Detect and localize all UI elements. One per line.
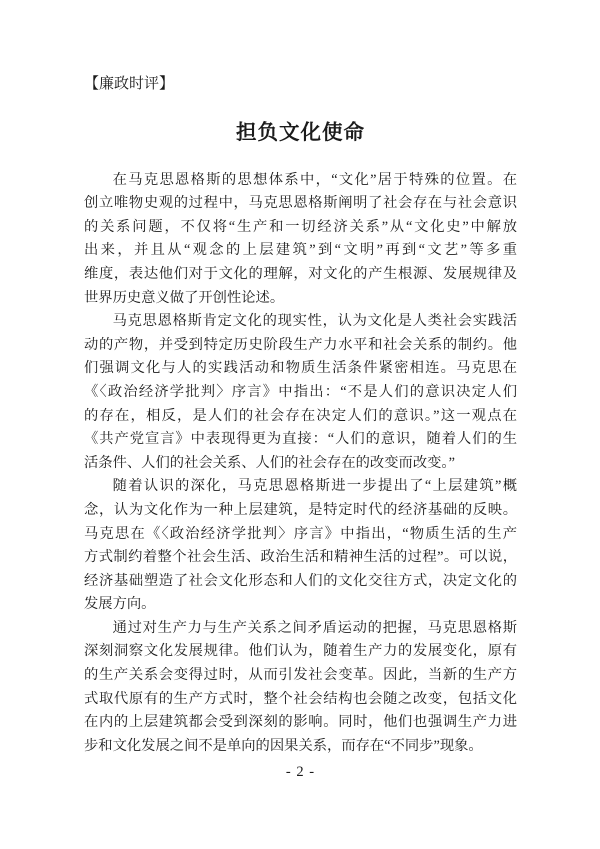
text-line: 马克思恩格斯肯定文化的现实性，认为文化是人类社会实践活 (112, 313, 517, 330)
page-number: - 2 - (285, 764, 316, 781)
text-line: 随着认识的深化，马克思恩格斯进一步提出了“上层建筑”概 (112, 478, 517, 495)
text-line: 《共产党宣言》中表现得更为直接：“人们的意识，随着人们的生 (84, 431, 517, 448)
text-line: 动的产物，并受到特定历史阶段生产力水平和社会关系的制约。他 (84, 336, 517, 353)
text-line: 通过对生产力与生产关系之间矛盾运动的把握，马克思恩格斯 (112, 619, 517, 636)
text-line: 世界历史意义做了开创性论述。 (84, 289, 285, 306)
text-line: 念，认为文化作为一种上层建筑，是特定时代的经济基础的反映。 (84, 501, 517, 518)
text-line: 在马克思恩格斯的思想体系中，“文化”居于特殊的位置。在 (112, 171, 517, 188)
text-line: 出来，并且从“观念的上层建筑”到“文明”再到“文艺”等多重 (84, 242, 517, 259)
paragraph (84, 475, 517, 617)
text-line: 的关系问题，不仅将“生产和一切经济关系”从“文化史”中解放 (84, 218, 517, 235)
text-line: 发展方向。 (84, 596, 156, 613)
document-body (84, 169, 517, 759)
text-line: 《〈政治经济学批判〉序言》中指出：“不是人们的意识决定人们 (84, 383, 517, 400)
text-line: 们强调文化与人的实践活动和物质生活条件紧密相连。马克思在 (84, 360, 517, 377)
text-line: 维度，表达他们对于文化的理解，对文化的产生根源、发展规律及 (84, 265, 517, 282)
section-tag: 【廉政时评】 (84, 76, 175, 92)
text-line: 步和文化发展之间不是单向的因果关系，而存在“不同步”现象。 (84, 737, 483, 754)
text-line: 在内的上层建筑都会受到深刻的影响。同时，他们也强调生产力进 (84, 714, 517, 731)
paragraph (84, 169, 517, 311)
text-line: 马克思在《〈政治经济学批判〉序言》中指出，“物质生活的生产 (84, 525, 517, 542)
text-line: 式取代原有的生产方式时，整个社会结构也会随之改变，包括文化 (84, 690, 517, 707)
text-line: 活条件、人们的社会关系、人们的社会存在的改变而改变。” (84, 454, 455, 471)
paragraph (84, 310, 517, 475)
text-line: 方式制约着整个社会生活、政治生活和精神生活的过程”。可以说， (84, 549, 517, 566)
text-line: 的生产关系会变得过时，从而引发社会变革。因此，当新的生产方 (84, 667, 517, 684)
text-line: 经济基础塑造了社会文化形态和人们的文化交往方式，决定文化的 (84, 572, 517, 589)
document-title: 担负文化使命 (236, 121, 365, 144)
text-line: 创立唯物史观的过程中，马克思恩格斯阐明了社会存在与社会意识 (84, 195, 517, 212)
paragraph (84, 617, 517, 759)
text-line: 的存在，相反，是人们的社会存在决定人们的意识。”这一观点在 (84, 407, 517, 424)
text-line: 深刻洞察文化发展规律。他们认为，随着生产力的发展变化，原有 (84, 643, 517, 660)
